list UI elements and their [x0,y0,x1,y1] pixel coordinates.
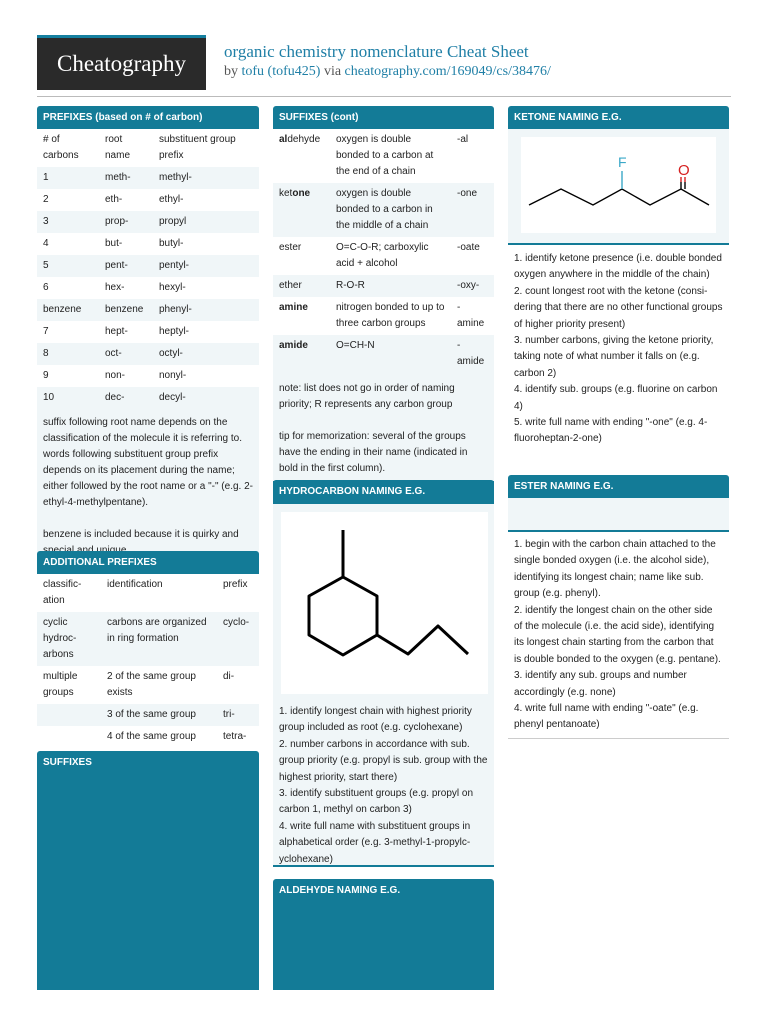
byline [224,64,551,80]
table-cell: octyl- [153,343,259,365]
table-cell [273,297,330,335]
table-cell: tri- [217,704,259,726]
aldehyde-header: ALDEHYDE NAMING E.G. [273,879,494,903]
table-header-row [37,574,259,612]
prefixes-note-paragraph: suffix following root name depends on the classification of the molecule it is referring to. words following substituent group prefix depends on its placement during the name; either followed by the root name or a "-" (e.g. 2-ethyl-4-methylpentane). [43,417,253,508]
table-header-cell: identification [107,579,163,590]
ketone-steps [508,247,729,452]
ketone-header: KETONE NAMING E.G. [508,106,729,129]
table-row [37,343,259,365]
ester-header: ESTER NAMING E.G. [508,475,729,498]
table-cell: 7 [43,326,49,337]
table-row [37,387,259,409]
table-row [273,183,494,237]
suffixes-note-paragraph: note: list does not go in order of naming priority; R represents any carbon group [279,383,455,410]
table-cell: 4 [43,238,49,249]
table-row [273,297,494,335]
hydrocarbon-header: HYDROCARBON NAMING E.G. [273,480,494,504]
table-cell: pent- [99,255,153,277]
ester-step: 1. begin with the carbon chain attached to the single bonded oxygen (i.e. the alcohol side), identifying its longest chain; name like sub. group (e.g. phenyl). [514,539,716,600]
table-cell: 4 of the same group [107,731,196,742]
table-cell: ethyl- [159,194,184,205]
table-cell [37,726,101,748]
ester-image-panel [508,498,729,532]
suffixes-note [273,373,494,483]
hydrocarbon-step: 2. number carbons in accordance with sub. group priority (e.g. propyl is sub. group with the highest priority, start there) [279,738,488,783]
table-cell: benzene [99,299,153,321]
prefixes-note-paragraph: benzene is included because it is quirky and [43,529,239,540]
suffix-bold-part: amine [279,302,308,313]
table-cell: dec- [99,387,153,409]
hydrocarbon-structure-diagram [281,512,488,694]
suffixes-cont-panel [273,129,494,483]
table-cell: benzene [37,299,99,321]
table-cell [273,129,330,183]
hydrocarbon-step: 1. identify longest chain with highest priority group included as root (e.g. cyclohexane) [279,706,472,734]
sheet-url-link[interactable]: cheatography.com/169049/cs/38476/ [344,64,551,79]
table-row [37,255,259,277]
table-cell: methyl- [153,167,259,189]
table-cell: ester [279,242,302,253]
table-cell: di- [223,671,235,682]
table-cell: 1 [37,167,99,189]
prefixes-table [37,129,259,409]
table-row [37,612,259,666]
suffixes-note-paragraph: tip for memorization: several of the groups have the ending in their name (indicated in bold in the first column). [279,431,468,474]
table-cell: phenyl- [153,299,259,321]
table-cell: -al [457,134,469,145]
table-row [37,233,259,255]
prefixes-header: PREFIXES (based on # of carbon) [37,106,259,129]
table-cell: hept- [105,326,128,337]
table-cell: 2 of the same group exists [107,671,196,698]
prefixes-panel [37,129,259,565]
table-cell: hexyl- [159,282,186,293]
table-cell: - amine [457,302,485,329]
ketone-step: 1. identify ketone presence (i.e. double bonded oxygen anywhere in the middle of the chain) [514,253,722,281]
table-header-cell: substituent group prefix [159,134,236,161]
table-header-cell: prefix [223,579,248,590]
additional-prefixes-panel [37,574,259,748]
hydrocarbon-steps [273,700,494,867]
cheatography-logo[interactable]: Cheatography [37,35,206,90]
table-row [273,129,494,183]
table-cell: 3 [37,211,99,233]
table-row [37,167,259,189]
table-cell: eth- [105,194,123,205]
table-cell: meth- [99,167,153,189]
aldehyde-panel [273,903,494,990]
table-cell: -oxy- [451,275,494,297]
table-cell: propyl [153,211,259,233]
ketone-step: 4. identify sub. groups (e.g. fluorine on carbon 4) [514,384,718,412]
table-cell: butyl- [159,238,184,249]
table-cell [273,335,330,373]
table-cell: pentyl- [153,255,259,277]
by-label: by [224,64,238,79]
ester-step: 2. identify the longest chain on the other side of the molecule (i.e. the acid side), identifying its longest chain starting from the carbon that is double bonded to the oxygen (e.g. pentane). [514,604,721,665]
table-cell: nitrogen bonded to up to three carbon groups [336,302,445,329]
author-link[interactable]: tofu (tofu425) [241,64,321,79]
table-cell: -oate [457,242,480,253]
table-cell [37,704,101,726]
table-cell: O=C-O-R; carboxylic acid + alcohol [336,242,429,269]
table-cell: tetra- [223,731,247,742]
ester-step: 4. write full name with ending "-oate" (e.g. phenyl pentanoate) [514,703,699,731]
additional-prefixes-table [37,574,259,748]
suffixes-cont-header: SUFFIXES (cont) [273,106,494,129]
table-cell: oct- [99,343,153,365]
suffix-regular-part: dehyde [287,134,321,145]
table-cell: cyclic hydroc-arbons [37,612,101,666]
table-cell: carbons are organized in ring formation [101,612,217,666]
ketone-step: 3. number carbons, giving the ketone priority, taking note of what number it falls on (e.g. carbon 2) [514,335,714,379]
table-row [273,335,494,373]
suffixes-header: SUFFIXES [37,751,259,774]
table-cell: oxygen is double bonded to a carbon in the middle of a chain [330,183,451,237]
table-cell: 9 [43,370,49,381]
table-row [37,211,259,233]
table-cell: nonyl- [159,370,187,381]
fluorine-atom-label: F [618,154,627,170]
header-divider [37,96,731,97]
table-cell: 10 [37,387,99,409]
table-row [37,726,259,748]
hydrocarbon-image-panel [273,504,494,700]
prefixes-note [37,409,259,565]
ketone-structure-diagram [521,137,716,233]
table-cell: decyl- [153,387,259,409]
suffix-bold-part: al [279,134,288,145]
table-cell: - amide [451,335,494,373]
ester-step: 3. identify any sub. groups and number accordingly (e.g. none) [514,670,687,698]
table-header-row [37,129,259,167]
table-row [37,666,259,704]
table-cell: non- [105,370,126,381]
hydrocarbon-step: 4. write full name with substituent groups in alphabetical order (e.g. 3-methyl-1-propylc-yclohexane) [279,820,471,865]
ketone-step: 5. write full name with ending "-one" (e.g. 4-fluoroheptan-2-one) [514,417,708,445]
table-cell: -one [451,183,494,237]
table-cell [273,183,330,237]
table-cell: 2 [43,194,49,205]
table-cell: 3 of the same group [101,704,217,726]
table-header-cell: root name [105,134,131,161]
table-row [273,237,494,275]
ketone-step: 2. count longest root with the ketone (consi-dering that there are no other functional groups of higher priority present) [514,285,723,330]
table-cell: 8 [37,343,99,365]
via-label: via [323,64,342,79]
table-cell: heptyl- [159,326,190,337]
ester-steps [508,533,729,739]
table-row [37,277,259,299]
table-cell: cyclo- [217,612,259,666]
table-row [37,321,259,343]
additional-prefixes-header: ADDITIONAL PREFIXES [37,551,259,574]
table-cell: hex- [105,282,125,293]
table-cell: R-O-R [330,275,451,297]
oxygen-atom-label: O [678,162,690,179]
page-title: organic chemistry nomenclature Cheat Sheet [224,42,529,61]
suffixes-panel [37,774,259,990]
table-header-cell: classific-ation [43,579,82,606]
suffixes-table [273,129,494,373]
table-row [37,365,259,387]
table-row [273,275,494,297]
table-row [37,299,259,321]
table-cell: multiple groups [43,671,78,698]
suffix-bold-part: amide [279,340,308,351]
table-row [37,704,259,726]
table-header-cell: # of carbons [43,134,79,161]
hydrocarbon-step: 3. identify substituent groups (e.g. propyl on carbon 1, methyl on carbon 3) [279,788,474,816]
suffix-regular-part: ket [279,188,293,199]
table-cell: 5 [37,255,99,277]
table-row [37,189,259,211]
table-cell: prop- [99,211,153,233]
table-cell: O=CH-N [330,335,451,373]
suffix-bold-part: one [292,188,311,199]
table-cell: oxygen is double bonded to a carbon at the end of a chain [336,134,434,177]
table-cell: 6 [43,282,49,293]
ketone-image-panel [508,129,729,245]
table-cell: ether [273,275,330,297]
table-cell: but- [105,238,123,249]
